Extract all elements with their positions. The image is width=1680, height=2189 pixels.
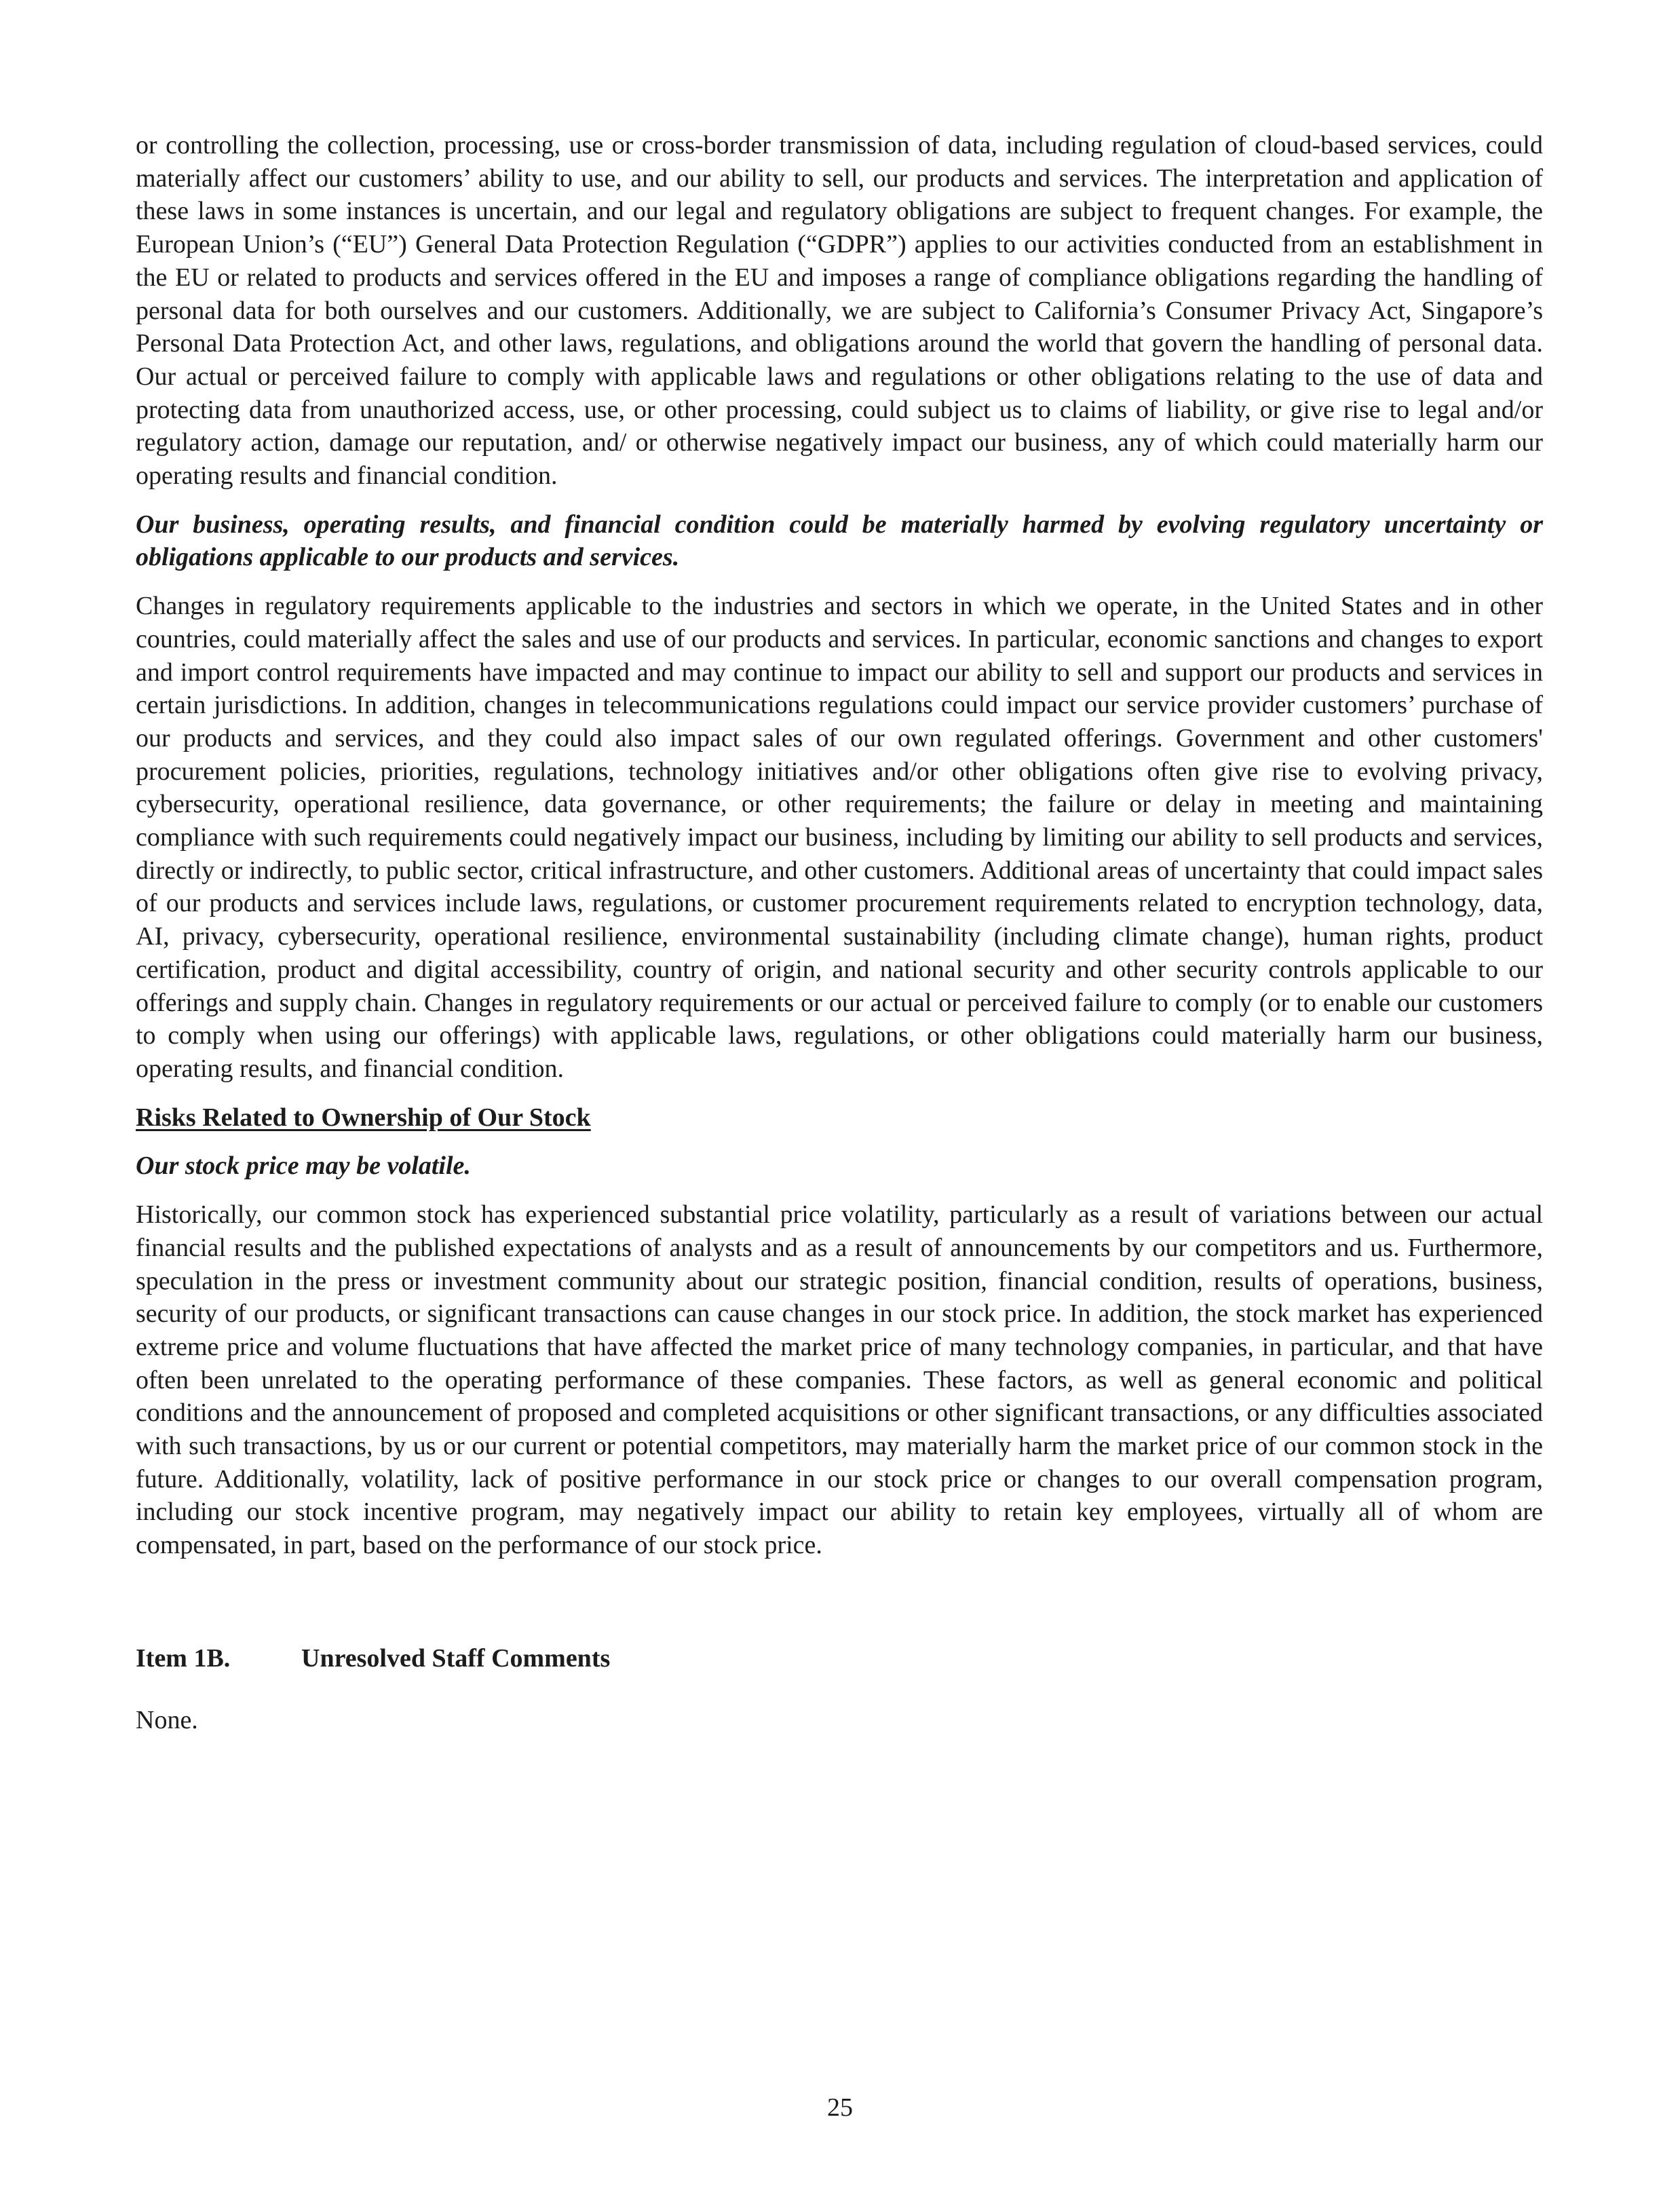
paragraph-data-regulation: or controlling the collection, processing, use or cross-border transmission of data, including regulation of cloud-based services, could materially affect our customers’ ability to use, and our ability to sell, our products and services. The interpretation and application of these laws in some instances is uncertain, and our legal and regulatory obligations are subject to frequent changes. For example, the European Union’s (“EU”) General Data Protection Regulation (“GDPR”) applies to our activities conducted from an establishment in the EU or related to products and services offered in the EU and imposes a range of compliance obligations regarding the handling of personal data for both ourselves and our customers. Additionally, we are subject to California’s Consumer Privacy Act, Singapore’s Personal Data Protection Act, and other laws, regulations, and obligations around the world that govern the handling of personal data. Our actual or perceived failure to comply with applicable laws and regulations or other obligations relating to the use of data and protecting data from unauthorized access, use, or other processing, could subject us to claims of liability, or give rise to legal and/or regulatory action, damage our reputation, and/ or otherwise negatively impact our business, any of which could materially harm our operating results and financial condition. (136, 131, 1543, 491)
item-heading (136, 1642, 1543, 1675)
page-number: 25 (827, 2093, 853, 2122)
risk-heading-stock-volatility: Our stock price may be volatile. (136, 1151, 471, 1181)
paragraph-stock-volatility: Historically, our common stock has experienced substantial price volatility, particularly as a result of variations between our actual financial results and the published expectations of analysts and as a result of announcements by our competitors and us. Furthermore, speculation in the press or investment community about our strategic position, financial condition, results of operations, business, security of our products, or significant transactions can cause changes in our stock price. In addition, the stock market has experienced extreme price and volume fluctuations that have affected the market price of many technology companies, in particular, and that have often been unrelated to the operating performance of these companies. These factors, as well as general economic and political conditions and the announcement of proposed and completed acquisitions or other significant transactions, or any difficulties associated with such transactions, by us or our current or potential competitors, may materially harm the market price of our common stock in the future. Additionally, volatility, lack of positive performance in our stock price or changes to our overall compensation program, including our stock incentive program, may negatively impact our ability to retain key employees, virtually all of whom are compensated, in part, based on the performance of our stock price. (136, 1200, 1543, 1560)
document-page (136, 129, 1543, 1736)
risk-heading-regulatory-uncertainty: Our business, operating results, and financial condition could be materially harmed by evolving regulatory uncertainty or obligations applicable to our products and services. (136, 510, 1543, 572)
section-heading-stock-ownership: Risks Related to Ownership of Our Stock (136, 1103, 591, 1132)
paragraph-regulatory-changes: Changes in regulatory requirements applicable to the industries and sectors in which we operate, in the United States and in other countries, could materially affect the sales and use of our products and services. In particular, economic sanctions and changes to export and import control requirements have impacted and may continue to impact our ability to sell and support our products and services in certain jurisdictions. In addition, changes in telecommunications regulations could impact our service provider customers’ purchase of our products and services, and they could also impact sales of our own regulated offerings. Government and other customers' procurement policies, priorities, regulations, technology initiatives and/or other obligations often give rise to evolving privacy, cybersecurity, operational resilience, data governance, or other requirements; the failure or delay in meeting and maintaining compliance with such requirements could negatively impact our business, including by limiting our ability to sell products and services, directly or indirectly, to public sector, critical infrastructure, and other customers. Additional areas of uncertainty that could impact sales of our products and services include laws, regulations, or customer procurement requirements related to encryption technology, data, AI, privacy, cybersecurity, operational resilience, environmental sustainability (including climate change), human rights, product certification, product and digital accessibility, country of origin, and national security and other security controls applicable to our offerings and supply chain. Changes in regulatory requirements or our actual or perceived failure to comply (or to enable our customers to comply when using our offerings) with applicable laws, regulations, or other obligations could materially harm our business, operating results, and financial condition. (136, 592, 1543, 1083)
item-number: Item 1B. (136, 1643, 231, 1673)
item-body: None. (136, 1705, 198, 1734)
item-title: Unresolved Staff Comments (301, 1643, 611, 1673)
